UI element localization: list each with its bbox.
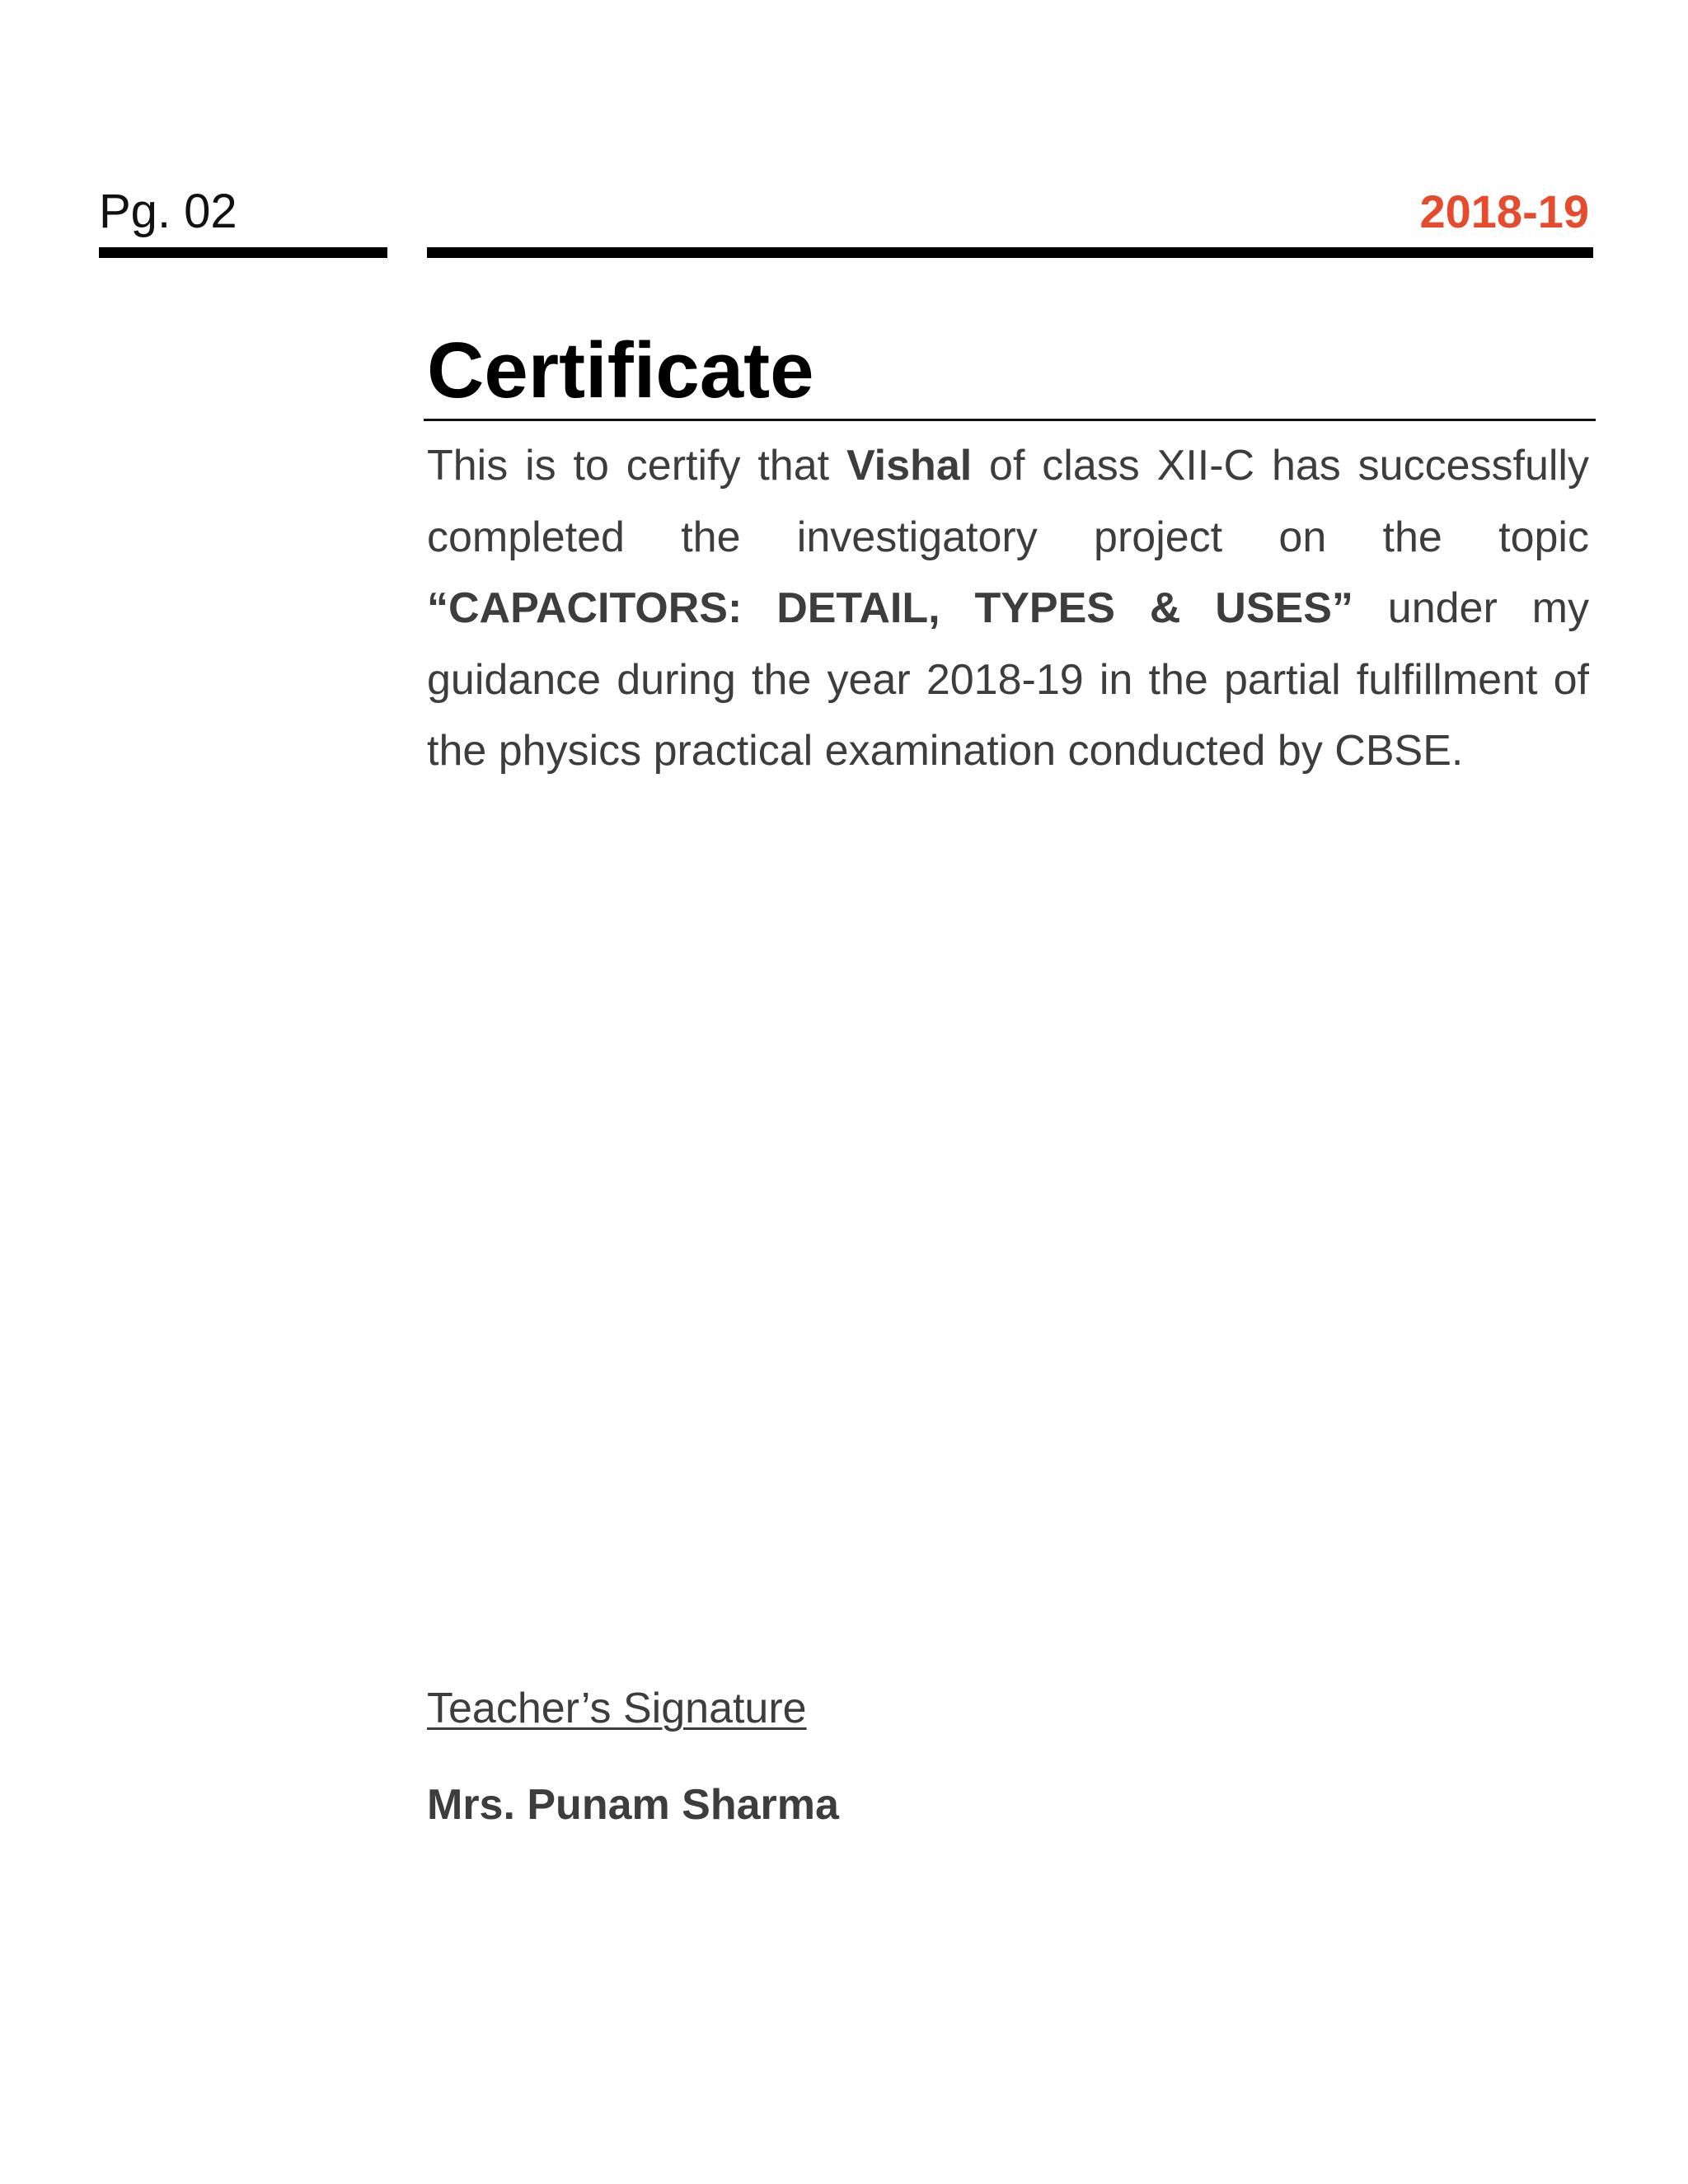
body-text-part3: under my guidance during the year 2018-19 in the partial fulfillment of the physics practical examination conducted by CBSE.	[427, 584, 1589, 775]
page-number: Pg. 02	[99, 185, 237, 238]
body-text-part2: of class XII-C has successfully completed the investigatory project on the topic	[427, 442, 1589, 561]
certificate-title: Certificate	[427, 326, 814, 415]
header-rule-right	[427, 247, 1593, 258]
certificate-body	[427, 430, 1589, 787]
body-text-part1: This is to certify that	[427, 442, 846, 490]
signature-label: Teacher’s Signature	[427, 1685, 807, 1732]
title-underline	[424, 419, 1596, 421]
header-rule-left	[99, 247, 387, 258]
teacher-name: Mrs. Punam Sharma	[427, 1781, 839, 1829]
project-topic: “CAPACITORS: DETAIL, TYPES & USES”	[427, 584, 1353, 632]
student-name: Vishal	[846, 442, 973, 490]
header-year: 2018-19	[1419, 185, 1589, 237]
